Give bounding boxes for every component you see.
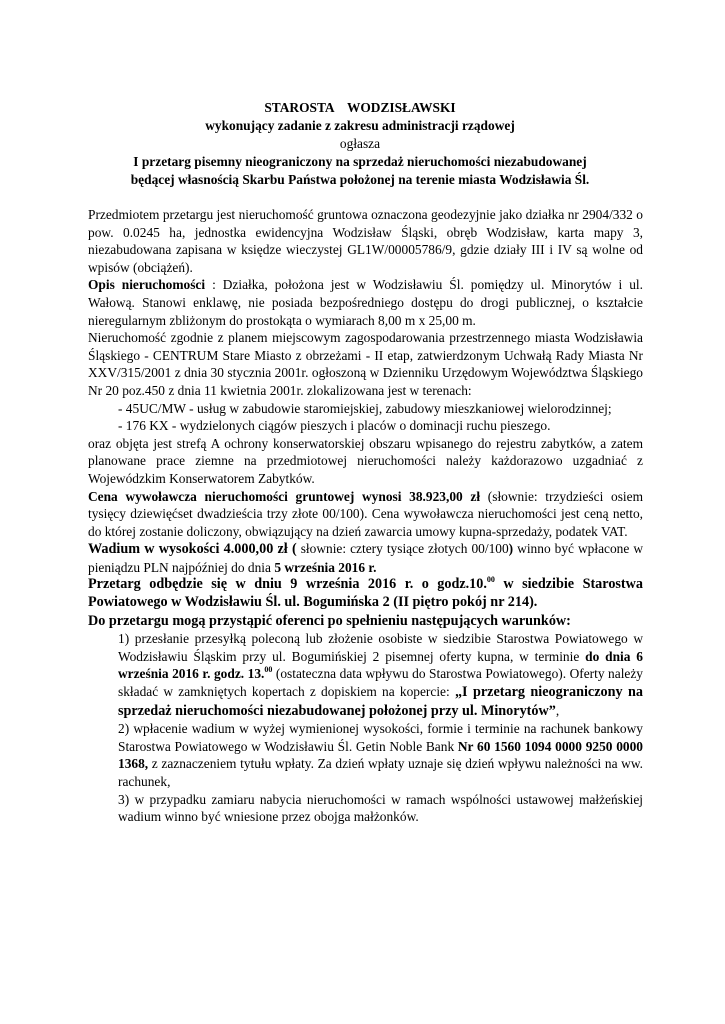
condition-1 [88, 630, 643, 720]
paragraph-tender-date [88, 576, 643, 611]
condition-2-account: Nr 60 1560 1094 0000 9250 0000 1368, [118, 738, 643, 772]
paragraph-price [88, 488, 643, 541]
header-subtitle: wykonujący zadanie z zakresu administracji rządowej [205, 118, 515, 133]
condition-3: 3) w przypadku zamiaru nabycia nieruchomości w ramach wspólności ustawowej małżeńskiej wadium winno być wniesione przez obojga małżonków. [118, 791, 643, 825]
condition-1-envelope-note: „I przetarg nieograniczony na sprzedaż nieruchomości niezabudowanej położonej przy ul. Minorytów” [118, 684, 643, 719]
document-body [88, 206, 643, 826]
wadium-label: Wadium w wysokości 4.000,00 zł ( [88, 541, 297, 558]
header-tender-line1: I przetarg pisemny nieograniczony na sprzedaż nieruchomości niezabudowanej [133, 154, 587, 169]
wadium-close: ) [508, 541, 514, 557]
condition-1-end: , [555, 702, 560, 718]
header-title: STAROSTA WODZISŁAWSKI [264, 100, 456, 115]
paragraph-subject: Przedmiotem przetargu jest nieruchomość gruntowa oznaczona geodezyjnie jako działka nr 2904/332 o pow. 0.0245 ha, jednostka ewidencyjna Wodzisław Śląski, obręb Wodzisław, karta mapy 3, niezabudowana zapisana w księdze wieczystej GL1W/00005786/9, gdzie działy III i IV są wolne od wpisów (obciążeń). [88, 207, 643, 275]
zone-item-1: - 45UC/MW - usług w zabudowie staromiejskiej, zabudowy mieszkaniowej wielorodzinnej; [118, 400, 612, 416]
conditions-heading-text: Do przetargu mogą przystąpić oferenci po spełnieniu następujących warunków: [88, 612, 571, 629]
tender-date-text: Przetarg odbędzie się w dniu 9 września 2016 r. o godz.10. [88, 576, 487, 593]
description-label: Opis nieruchomości [88, 277, 206, 293]
condition-2-text-2: z zaznaczeniem tytułu wpłaty. Za dzień wpłaty uznaje się dzień wpływu należności na ww. rachunek, [118, 756, 643, 789]
paragraph-description [88, 276, 643, 329]
price-label: Cena wywoławcza nieruchomości gruntowej wynosi 38.923,00 zł [88, 488, 481, 504]
document-header [60, 99, 660, 189]
tender-location: w siedzibie Starostwa Powiatowego w Wodzisławiu Śl. ul. Bogumińska 2 (II piętro pokój nr 214). [88, 576, 643, 611]
wadium-text: winno być wpłacone w pieniądzu PLN najpóźniej do dnia [88, 541, 644, 575]
zone-item-2: - 176 KX - wydzielonych ciągów pieszych i placów o dominacji ruchu pieszego. [118, 418, 551, 434]
paragraph-wadium [88, 540, 643, 576]
description-text: : Działka, położona jest w Wodzisławiu Śl. pomiędzy ul. Minorytów i ul. Wałową. Stanowi enklawę, nie posiada bezpośredniego dostępu do drogi publicznej, o kształcie nieregularnym zbliżonym do prostokąta o wymiarach 8,00 m x 25,00 m. [88, 277, 643, 328]
condition-1-text-2: (ostateczna data wpływu do Starostwa Powiatowego). Oferty należy składać w zamkniętych kopertach z dopiskiem na kopercie: [118, 666, 643, 700]
paragraph-protection: oraz objęta jest strefą A ochrony konserwatorskiej obszaru wpisanego do rejestru zabytków, a zatem planowane prace ziemne na przedmiotowej nieruchomości należy każdorazowo uzgadniać z Wojewódzkim Konserwatorem Zabytków. [88, 435, 643, 486]
wadium-date: 5 września 2016 r. [274, 559, 377, 575]
condition-1-minutes: 00 [264, 665, 273, 675]
condition-1-text: 1) przesłanie przesyłką poleconą lub złożenie osobiste w siedzibie Starostwa Powiatowego w Wodzisławiu Śląskim przy ul. Bogumińskiej 2 pisemnej oferty kupna, w terminie [118, 631, 643, 664]
paragraph-zoning: Nieruchomość zgodnie z planem miejscowym zagospodarowania przestrzennego miasta Wodzisławia Śląskiego - CENTRUM Stare Miasto z obrzeżami - II etap, zatwierdzonym Uchwałą Rady Miasta Nr XXV/315/2001 z dnia 30 stycznia 2001r. ogłoszoną w Dzienniku Urzędowym Województwa Śląskiego Nr 20 poz.450 z dnia 11 kwietnia 2001r. zlokalizowana jest w terenach: [88, 330, 643, 398]
price-text: (słownie: trzydzieści osiem tysięcy dziewięćset dwadzieścia trzy złote 00/100). Cena wywoławcza nieruchomości jest ceną netto, do której zostanie doliczony, obwiązujący na dzień zawarcia umowy kupna-sprzedaży, podatek VAT. [88, 488, 643, 539]
conditions-heading [88, 612, 643, 631]
header-announces: ogłasza [339, 136, 381, 151]
condition-2-text: 2) wpłacenie wadium w wyżej wymienionej wysokości, formie i terminie na rachunek bankowy Starostwa Powiatowego w Wodzisławiu Śl. Getin Noble Bank [118, 721, 643, 754]
wadium-words: słownie: cztery tysiące złotych 00/100 [296, 541, 509, 557]
condition-2 [88, 720, 643, 790]
condition-1-deadline: do dnia 6 września 2016 r. godz. 13. [118, 648, 644, 682]
header-tender-line2: będącej własnością Skarbu Państwa położonej na terenie miasta Wodzisławia Śl. [130, 172, 590, 187]
tender-time-minutes: 00 [486, 575, 495, 585]
